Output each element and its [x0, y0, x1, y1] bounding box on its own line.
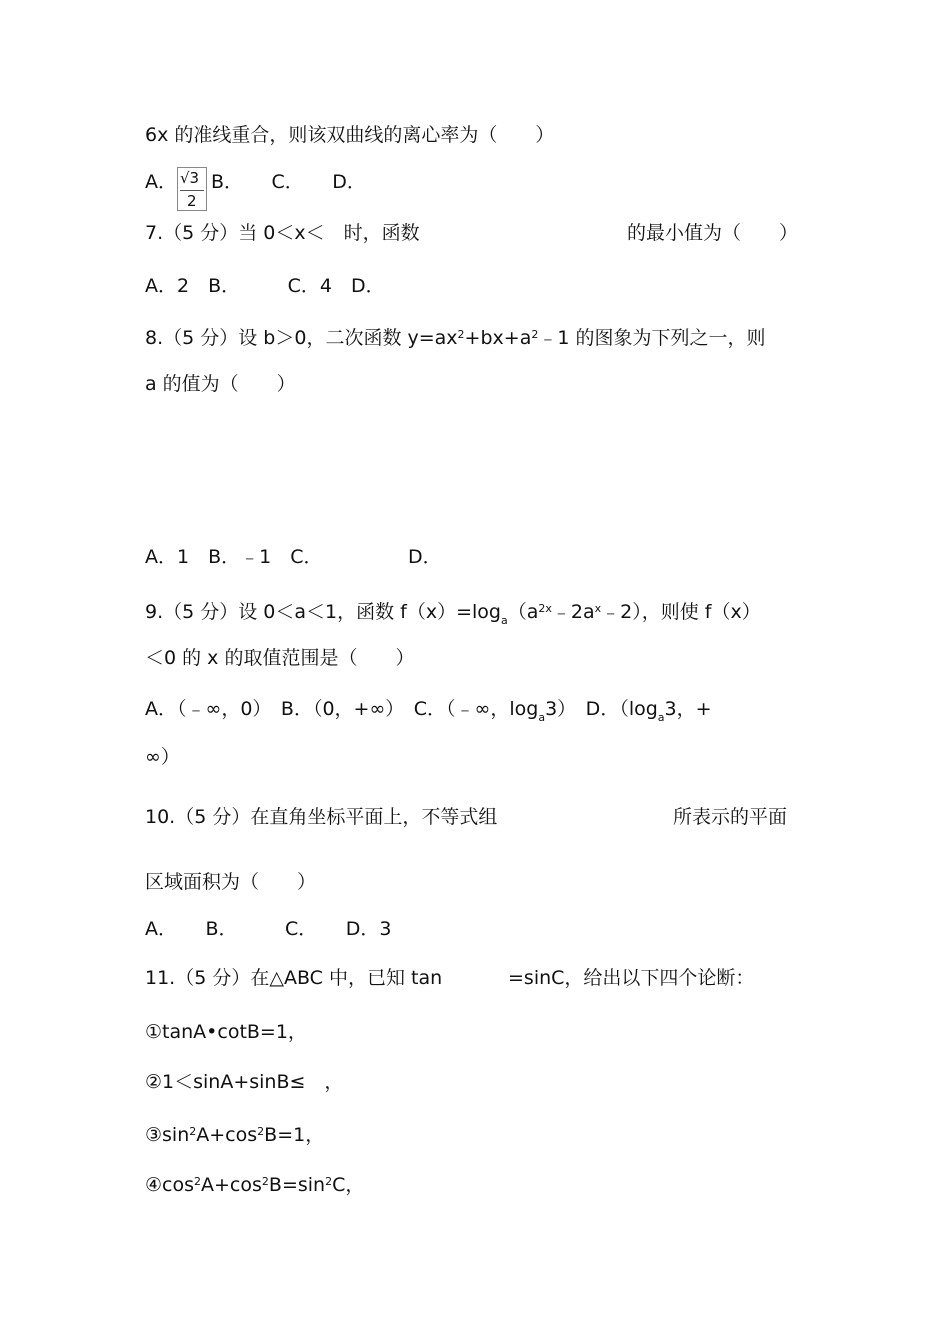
q9-opt-sub-2: a — [657, 711, 665, 724]
q7-options: A．2 B． C．4 D． — [145, 275, 385, 297]
q9-opts-b: 3） D．（log — [545, 698, 658, 720]
l3-c: B=1， — [264, 1124, 325, 1146]
q11-statement-3 — [145, 1120, 324, 1147]
sqrt3-over-2-fraction — [177, 167, 207, 211]
q9-opts-c: 3，+ — [664, 698, 712, 720]
q9-sup-2: x — [594, 602, 602, 615]
q6-option-a-label: A． — [145, 171, 177, 193]
q9-opt-sub-1: a — [538, 711, 546, 724]
l4-c: B=sin — [268, 1174, 326, 1196]
q8-stem-c: ﹣1 的图象为下列之一，则 — [538, 327, 766, 349]
q6-options-rest: B． C． D． — [211, 171, 366, 193]
fraction-denominator: 2 — [187, 192, 197, 210]
l4-sup-1: 2 — [194, 1175, 202, 1188]
q9-opts-a: A．（﹣∞，0） B．（0，+∞） C．（﹣∞，log — [145, 698, 539, 720]
q10-options: A． B． C． D．3 — [145, 918, 392, 940]
l4-a: ④cos — [145, 1174, 195, 1196]
q10-stem-b: 所表示的平面 — [673, 806, 788, 828]
fraction-bar — [180, 190, 204, 191]
q7-stem-b: 的最小值为（ ） — [627, 222, 799, 244]
l3-b: A+cos — [196, 1124, 258, 1146]
q9-stem-b: （a — [507, 601, 539, 623]
q8-stem — [145, 323, 765, 350]
q7-stem-a: 7.（5 分）当 0＜x＜ 时，函数 — [145, 222, 420, 244]
l3-sup-2: 2 — [257, 1125, 265, 1138]
q11-statement-2: ②1＜sinA+sinB≤ ， — [145, 1071, 344, 1093]
q9-options-2: ∞） — [145, 746, 180, 768]
q10-stem-2: 区域面积为（ ） — [145, 871, 317, 893]
l3-a: ③sin — [145, 1124, 190, 1146]
fraction-numerator: √3 — [180, 169, 200, 187]
l4-d: C， — [332, 1174, 365, 1196]
q11-stem-b: =sinC，给出以下四个论断： — [508, 967, 755, 989]
q9-sub-a: a — [500, 614, 508, 627]
l4-sup-2: 2 — [261, 1175, 269, 1188]
q8-sup-1: 2 — [457, 328, 465, 341]
q9-stem-d: ﹣2），则使 f（x） — [601, 601, 761, 623]
q9-options — [145, 697, 712, 730]
q9-stem-a: 9.（5 分）设 0＜a＜1，函数 f（x）=log — [145, 601, 501, 623]
l3-sup-1: 2 — [189, 1125, 197, 1138]
q9-stem-2: ＜0 的 x 的取值范围是（ ） — [145, 647, 415, 669]
q11-statement-1: ①tanA•cotB=1， — [145, 1021, 307, 1043]
q10-stem-a: 10.（5 分）在直角坐标平面上，不等式组 — [145, 806, 498, 828]
q11-statement-4 — [145, 1170, 364, 1197]
q8-options: A．1 B．﹣1 C． D． — [145, 546, 442, 568]
q11-stem-a: 11.（5 分）在△ABC 中，已知 tan — [145, 967, 443, 989]
q9-stem-c: ﹣2a — [551, 601, 595, 623]
l4-sup-3: 2 — [325, 1175, 333, 1188]
q6-stem: 6x 的准线重合，则该双曲线的离心率为（ ） — [145, 124, 555, 146]
q9-stem — [145, 597, 761, 633]
q8-stem-a: 8.（5 分）设 b＞0，二次函数 y=ax — [145, 327, 458, 349]
l4-b: A+cos — [201, 1174, 262, 1196]
q8-stem-2: a 的值为（ ） — [145, 373, 296, 395]
q8-sup-2: 2 — [531, 328, 539, 341]
q9-sup-1: 2x — [538, 602, 552, 615]
q8-stem-b: +bx+a — [464, 327, 532, 349]
